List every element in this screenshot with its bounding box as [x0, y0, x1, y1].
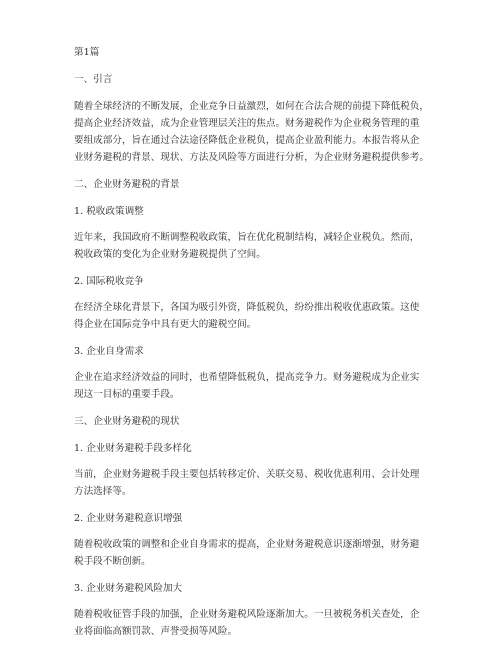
awareness-paragraph [74, 536, 438, 570]
paragraph-line: 在经济全球化背景下，各国为吸引外资，降低税负，纷纷推出税收优惠政策。这使 [74, 302, 420, 313]
own-needs-paragraph [74, 369, 438, 403]
section-heading-background: 二、企业财务避税的背景 [74, 179, 180, 190]
section-heading-intro: 一、引言 [74, 74, 113, 85]
doc-title: 第1篇 [74, 47, 100, 58]
paragraph-line: 业财务避税的背景、现状、方法及风险等方面进行分析，为企业财务避税提供参考。 [74, 152, 429, 163]
paragraph-line: 随着税收政策的调整和企业自身需求的提高，企业财务避税意识逐渐增强，财务避 [74, 539, 420, 550]
subheading-diversified-means: 1. 企业财务避税手段多样化 [74, 443, 192, 454]
paragraph-line: 要组成部分，旨在通过合法途径降低企业税负，提高企业盈利能力。本报告将从企 [74, 135, 420, 146]
paragraph-line: 税手段不断创新。 [74, 556, 151, 567]
subheading-tax-policy: 1. 税收政策调整 [74, 206, 144, 217]
paragraph-line: 近年来，我国政府不断调整税收政策，旨在优化税制结构，减轻企业税负。然而， [74, 232, 420, 243]
section-heading-status: 三、企业财务避税的现状 [74, 416, 180, 427]
paragraph-line: 提高企业经济效益，成为企业管理层关注的焦点。财务避税作为企业税务管理的重 [74, 118, 420, 129]
paragraph-line: 现这一目标的重要手段。 [74, 389, 180, 400]
paragraph-line: 随着全球经济的不断发展，企业竞争日益激烈，如何在合法合规的前提下降低税负， [74, 101, 429, 112]
paragraph-line: 税收政策的变化为企业财务避税提供了空间。 [74, 249, 266, 260]
subheading-awareness: 2. 企业财务避税意识增强 [74, 513, 183, 524]
diversified-means-paragraph [74, 466, 438, 500]
intro-paragraph [74, 98, 438, 166]
risk-paragraph [74, 606, 438, 640]
paragraph-line: 得企业在国际竞争中具有更大的避税空间。 [74, 319, 257, 330]
subheading-own-needs: 3. 企业自身需求 [74, 346, 144, 357]
paragraph-line: 企业在追求经济效益的同时，也希望降低税负，提高竞争力。财务避税成为企业实 [74, 372, 420, 383]
paragraph-line: 业将面临高额罚款、声誉受损等风险。 [74, 626, 238, 637]
subheading-risk: 3. 企业财务避税风险加大 [74, 583, 183, 594]
paragraph-line: 随着税收征管手段的加强，企业财务避税风险逐渐加大。一旦被税务机关查处，企 [74, 609, 420, 620]
tax-policy-paragraph [74, 229, 438, 263]
document-page [74, 44, 438, 650]
intl-competition-paragraph [74, 299, 438, 333]
paragraph-line: 方法选择等。 [74, 486, 132, 497]
subheading-intl-competition: 2. 国际税收竞争 [74, 276, 144, 287]
paragraph-line: 当前，企业财务避税手段主要包括转移定价、关联交易、税收优惠利用、会计处理 [74, 469, 420, 480]
